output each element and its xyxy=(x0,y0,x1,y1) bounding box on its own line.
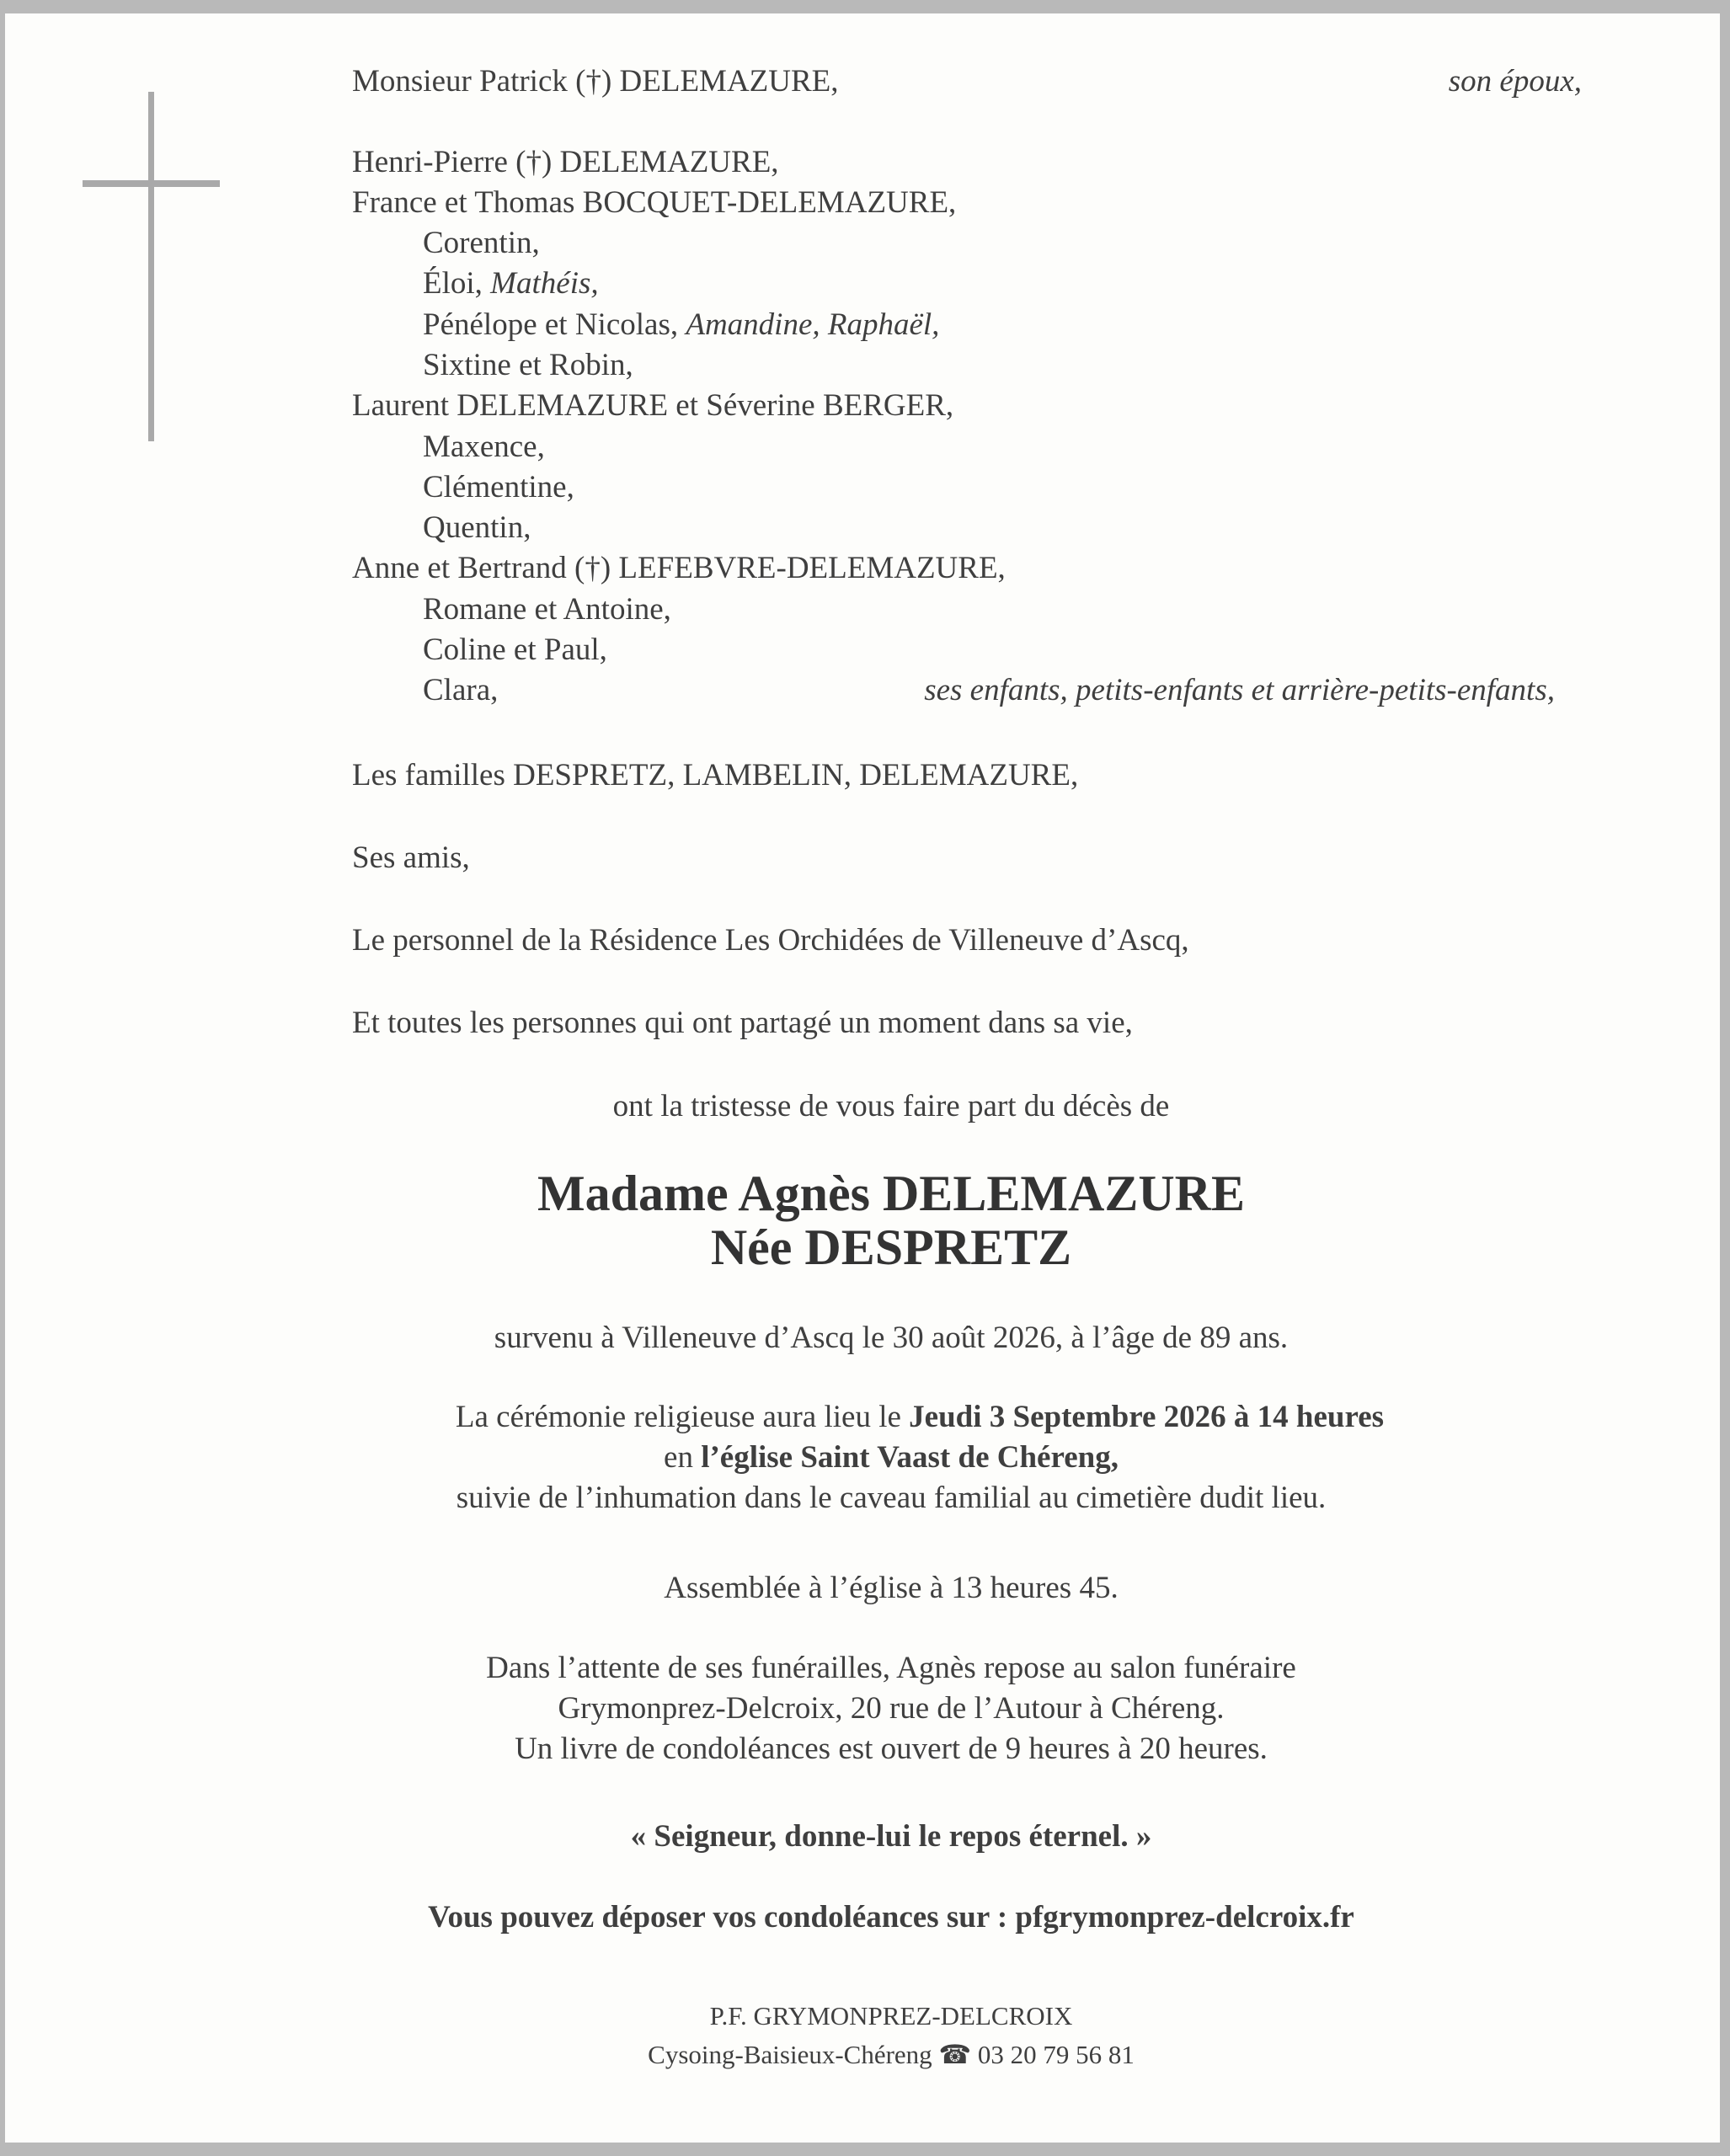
family-line: Henri-Pierre (†) DELEMAZURE, xyxy=(352,145,779,179)
family-line: Romane et Antoine, xyxy=(423,592,671,627)
family-line: Clémentine, xyxy=(423,470,574,504)
spouse-line: Monsieur Patrick (†) DELEMAZURE, xyxy=(352,64,839,99)
rest-line: Dans l’attente de ses funérailles, Agnès repose au salon funéraire xyxy=(486,1651,1296,1685)
death-line: survenu à Villeneuve d’Ascq le 30 août 2026, à l’âge de 89 ans. xyxy=(494,1321,1289,1355)
telephone-icon: ☎ xyxy=(938,2040,972,2069)
rest-line: Un livre de condoléances est ouvert de 9 heures à 20 heures. xyxy=(515,1732,1268,1766)
cross-horizontal xyxy=(83,180,220,187)
staff-line: Le personnel de la Résidence Les Orchidées de Villeneuve d’Ascq, xyxy=(352,923,1189,958)
family-line-italic: Mathéis, xyxy=(490,266,599,301)
family-line: Quentin, xyxy=(423,510,531,545)
family-line-text: Éloi, xyxy=(423,266,491,301)
family-line-italic: Amandine, Raphaël, xyxy=(686,307,940,342)
obituary-card xyxy=(5,13,1720,2143)
deceased-maiden-name: Née DESPRETZ xyxy=(710,1219,1072,1275)
family-line: France et Thomas BOCQUET-DELEMAZURE, xyxy=(352,185,957,220)
prayer-line: « Seigneur, donne-lui le repos éternel. » xyxy=(630,1819,1152,1854)
ceremony-date: Jeudi 3 Septembre 2026 à 14 heures xyxy=(909,1400,1385,1434)
rest-line: Grymonprez-Delcroix, 20 rue de l’Autour à Chéreng. xyxy=(558,1691,1225,1726)
family-line xyxy=(423,264,599,303)
footer-locations: Cysoing-Baisieux-Chéreng xyxy=(648,2040,939,2069)
family-line: Coline et Paul, xyxy=(423,632,607,667)
ceremony-line xyxy=(62,1398,1730,1437)
families-line: Les familles DESPRETZ, LAMBELIN, DELEMAZURE, xyxy=(352,758,1079,792)
ceremony-place: l’église Saint Vaast de Chéreng, xyxy=(701,1440,1119,1475)
ceremony-place-intro: en xyxy=(664,1440,702,1475)
family-line: Anne et Bertrand (†) LEFEBVRE-DELEMAZURE, xyxy=(352,551,1006,585)
children-role: ses enfants, petits-enfants et arrière-petits-enfants, xyxy=(924,673,1555,707)
family-line: Corentin, xyxy=(423,226,540,260)
burial-line: suivie de l’inhumation dans le caveau familial au cimetière dudit lieu. xyxy=(456,1481,1327,1515)
family-line: Maxence, xyxy=(423,430,545,464)
deceased-name: Madame Agnès DELEMAZURE xyxy=(537,1166,1246,1221)
ceremony-place-line xyxy=(34,1438,1730,1477)
assembly-line: Assemblée à l’église à 13 heures 45. xyxy=(664,1571,1119,1605)
announcement: ont la tristesse de vous faire part du décès de xyxy=(612,1089,1170,1123)
others-line: Et toutes les personnes qui ont partagé un moment dans sa vie, xyxy=(352,1006,1133,1040)
footer-company: P.F. GRYMONPREZ-DELCROIX xyxy=(709,2001,1073,2031)
cross-vertical xyxy=(148,92,154,441)
family-line: Clara, xyxy=(423,673,499,707)
family-line: Laurent DELEMAZURE et Séverine BERGER, xyxy=(352,388,954,423)
family-line: Sixtine et Robin, xyxy=(423,348,633,382)
ceremony-intro: La cérémonie religieuse aura lieu le xyxy=(455,1400,910,1434)
family-line xyxy=(423,306,939,344)
condolences-line: Vous pouvez déposer vos condoléances sur : pfgrymonprez-delcroix.fr xyxy=(428,1900,1354,1935)
spouse-role: son époux, xyxy=(1448,64,1582,99)
footer-phone: 03 20 79 56 81 xyxy=(971,2040,1135,2069)
footer-contact xyxy=(34,2038,1730,2072)
friends-line: Ses amis, xyxy=(352,841,470,875)
family-line-text: Pénélope et Nicolas, xyxy=(423,307,686,342)
